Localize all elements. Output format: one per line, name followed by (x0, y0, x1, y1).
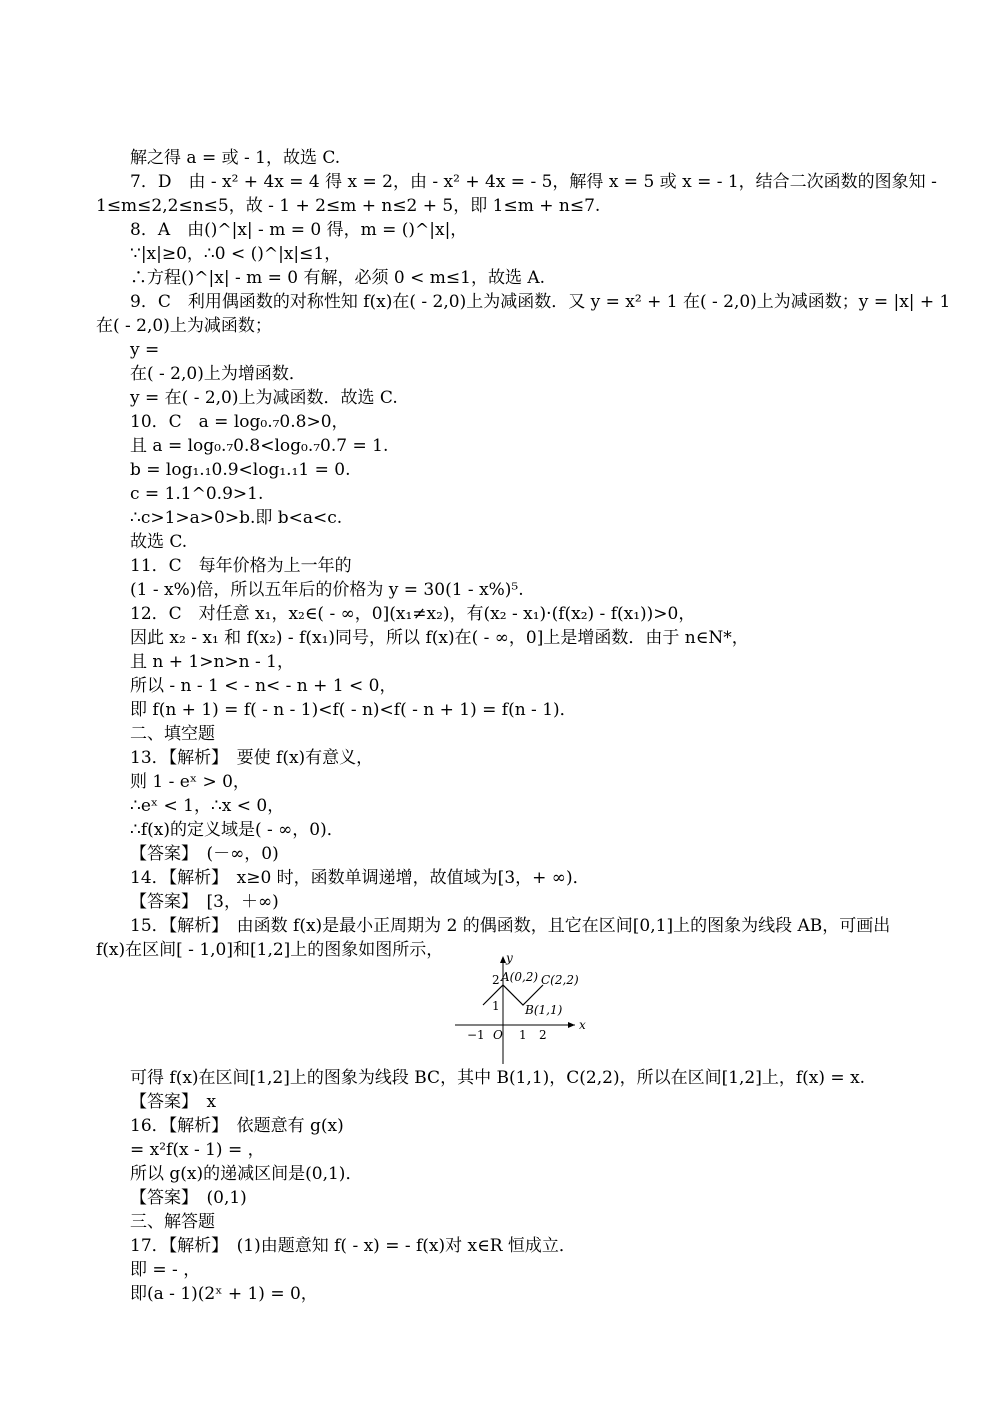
text-line: 7．D 由 - x² + 4x = 4 得 x = 2，由 - x² + 4x = - 5，解得 x = 5 或 x = - 1，结合二次函数的图象知 - (130, 172, 937, 192)
text-line: 且 a = log₀.₇0.8<log₀.₇0.7 = 1. (130, 436, 389, 456)
text-line: ∴eˣ < 1，∴x < 0， (130, 796, 285, 816)
text-line: 13．【解析】 要使 f(x)有意义， (130, 748, 374, 768)
text-line: 12．C 对任意 x₁，x₂∈( - ∞，0](x₁≠x₂)，有(x₂ - x₁)·(f(x₂) - f(x₁))>0， (130, 604, 696, 624)
answer-line: 【答案】 (0,1) (130, 1188, 247, 1208)
text-line: 9．C 利用偶函数的对称性知 f(x)在( - 2,0)上为减函数．又 y = x² + 1 在( - 2,0)上为减函数；y = |x| + 1 (130, 292, 951, 312)
section-heading: 三、解答题 (130, 1212, 215, 1232)
text-line: y = (130, 340, 160, 360)
text-line: 在( - 2,0)上为增函数． (130, 364, 306, 384)
answer-line: 【答案】 [3，＋∞) (130, 892, 279, 912)
origin-label: O (493, 1028, 503, 1042)
point-label-c: C(2,2) (541, 973, 579, 987)
text-line: ∴方程()^|x| - m = 0 有解，必须 0 < m≤1，故选 A. (130, 268, 546, 288)
text-line: f(x)在区间[ - 1,0]和[1,2]上的图象如图所示， (96, 940, 444, 960)
answer-line: 【答案】 x (130, 1092, 217, 1112)
text-line: (1 - x%)倍，所以五年后的价格为 y = 30(1 - x%)⁵. (130, 580, 524, 600)
text-line: 14．【解析】 x≥0 时，函数单调递增，故值域为[3，+ ∞)． (130, 868, 590, 888)
text-line: = x²f(x - 1) = ， (130, 1140, 265, 1160)
text-line: 因此 x₂ - x₁ 和 f(x₂) - f(x₁)同号，所以 f(x)在( - ∞，0]上是增函数．由于 n∈N*， (130, 628, 749, 648)
answer-line: 【答案】 (－∞，0) (130, 844, 279, 864)
text-line: 在( - 2,0)上为减函数； (96, 316, 272, 336)
function-graph-figure (455, 952, 585, 1067)
tick-label-y1: 1 (492, 999, 500, 1013)
text-line: 11．C 每年价格为上一年的 (130, 556, 352, 576)
tick-label-x1: 1 (519, 1028, 527, 1042)
text-line: y = 在( - 2,0)上为减函数．故选 C. (130, 388, 398, 408)
x-axis-arrow (568, 1022, 575, 1028)
section-heading: 二、填空题 (130, 724, 215, 744)
text-line: c = 1.1^0.9>1. (130, 484, 264, 504)
tick-label-y2: 2 (492, 973, 500, 987)
text-line: 可得 f(x)在区间[1,2]上的图象为线段 BC，其中 B(1,1)，C(2,2)，所以在区间[1,2]上，f(x) = x. (130, 1068, 866, 1088)
text-line: 17．【解析】 (1)由题意知 f( - x) = - f(x)对 x∈R 恒成立． (130, 1236, 576, 1256)
text-line: ∵|x|≥0，∴0 < ()^|x|≤1， (130, 244, 342, 264)
text-line: ∴c>1>a>0>b.即 b<a<c. (130, 508, 343, 528)
text-line: 所以 - n - 1 < - n< - n + 1 < 0， (130, 676, 397, 696)
text-line: 且 n + 1>n>n - 1， (130, 652, 294, 672)
text-line: 1≤m≤2,2≤n≤5，故 - 1 + 2≤m + n≤2 + 5，即 1≤m + n≤7. (96, 196, 601, 216)
text-line: 即 = - ， (130, 1260, 201, 1280)
text-line: ∴f(x)的定义域是( - ∞，0)． (130, 820, 344, 840)
y-axis-label: y (506, 951, 513, 965)
tick-label-neg1: −1 (467, 1028, 485, 1042)
point-label-b: B(1,1) (525, 1003, 563, 1017)
text-line: 16．【解析】 依题意有 g(x) (130, 1116, 344, 1136)
text-line: 8．A 由()^|x| - m = 0 得，m = ()^|x|， (130, 220, 468, 240)
point-label-a: A(0,2) (501, 970, 539, 984)
text-line: 10．C a = log₀.₇0.8>0， (130, 412, 349, 432)
text-line: 故选 C. (130, 532, 188, 552)
text-line: 则 1 - eˣ > 0， (130, 772, 250, 792)
text-line: 15．【解析】 由函数 f(x)是最小正周期为 2 的偶函数，且它在区间[0,1]上的图象为线段 AB，可画出 (130, 916, 891, 936)
text-line: 即(a - 1)(2ˣ + 1) = 0， (130, 1284, 318, 1304)
text-line: 所以 g(x)的递减区间是(0,1)． (130, 1164, 363, 1184)
x-axis-label: x (579, 1018, 586, 1032)
tick-label-x2: 2 (539, 1028, 547, 1042)
text-line: b = log₁.₁0.9<log₁.₁1 = 0. (130, 460, 351, 480)
text-line: 解之得 a = 或 - 1，故选 C. (130, 148, 341, 168)
text-line: 即 f(n + 1) = f( - n - 1)<f( - n)<f( - n + 1) = f(n - 1)． (130, 700, 577, 720)
